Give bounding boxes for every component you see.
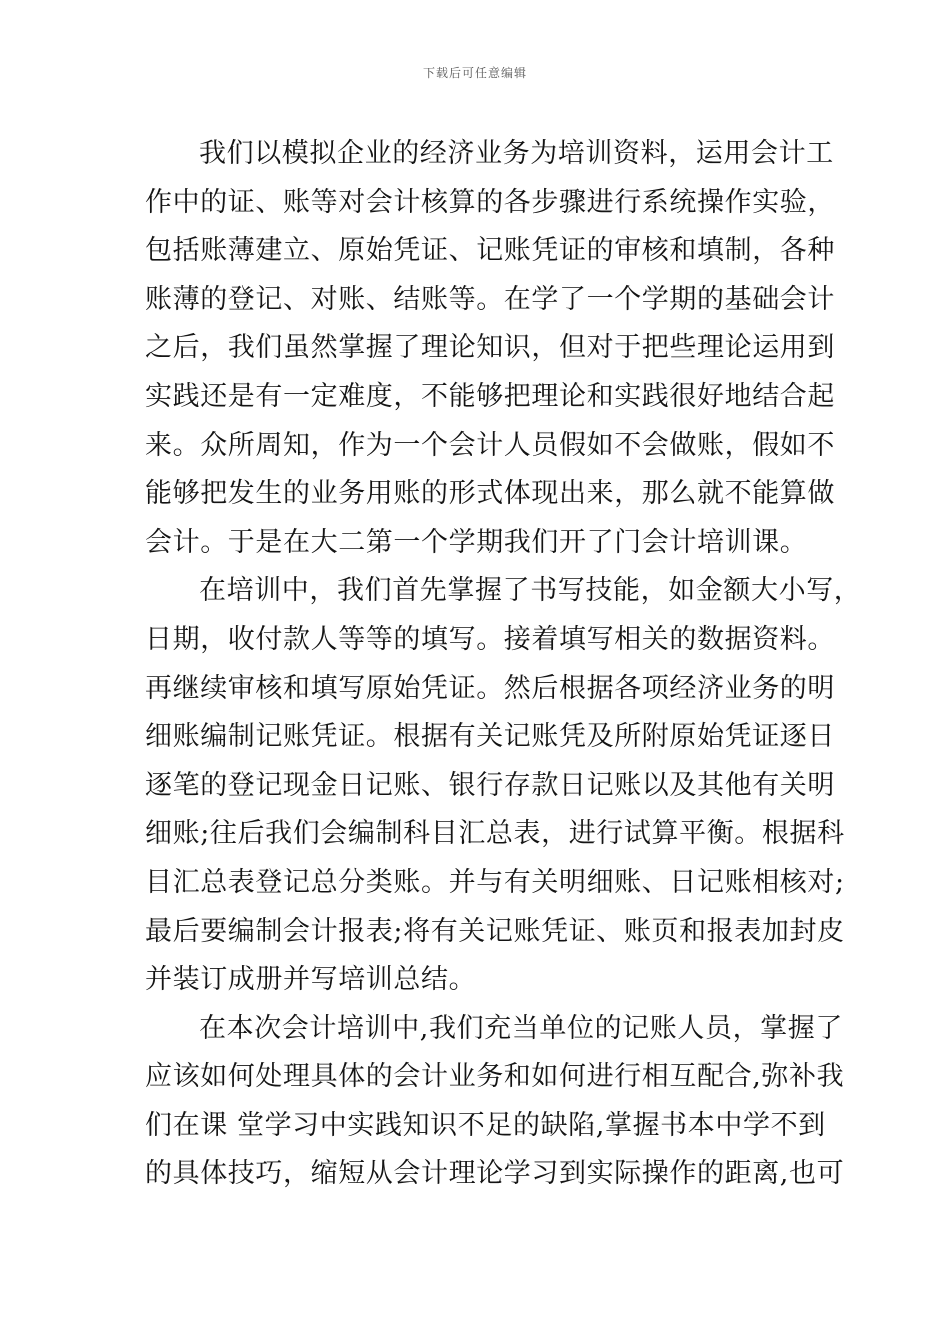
text-line: 逐笔的登记现金日记账、银行存款日记账以及其他有关明 — [145, 769, 835, 801]
text-line: 再继续审核和填写原始凭证。然后根据各项经济业务的明 — [145, 672, 835, 704]
text-line: 目汇总表登记总分类账。并与有关明细账、日记账相核对; — [145, 866, 845, 898]
text-line: 细账编制记账凭证。根据有关记账凭及所附原始凭证逐日 — [145, 721, 835, 753]
text-line: 最后要编制会计报表;将有关记账凭证、账页和报表加封皮 — [145, 915, 845, 947]
text-line: 作中的证、账等对会计核算的各步骤进行系统操作实验， — [145, 186, 835, 218]
page-header: 下载后可任意编辑 — [422, 66, 527, 80]
text-line: 日期，收付款人等等的填写。接着填写相关的数据资料。 — [145, 623, 835, 655]
text-line: 之后，我们虽然掌握了理论知识，但对于把些理论运用到 — [145, 332, 835, 364]
text-line: 能够把发生的业务用账的形式体现出来，那么就不能算做 — [145, 478, 835, 510]
text-line: 并装订成册并写培训总结。 — [145, 964, 477, 996]
paragraph — [145, 130, 835, 567]
text-line: 包括账薄建立、原始凭证、记账凭证的审核和填制，各种 — [145, 235, 835, 267]
document-body — [145, 130, 862, 1199]
text-line: 账薄的登记、对账、结账等。在学了一个学期的基础会计 — [145, 283, 835, 315]
text-line: 的具体技巧，缩短从会计理论学习到实际操作的距离,也可 — [145, 1158, 845, 1190]
text-line: 在本次会计培训中,我们充当单位的记账人员，掌握了 — [199, 1012, 843, 1044]
text-line: 会计。于是在大二第一个学期我们开了门会计培训课。 — [145, 526, 808, 558]
text-line: 实践还是有一定难度，不能够把理论和实践很好地结合起 — [145, 380, 835, 412]
text-line: 来。众所周知，作为一个会计人员假如不会做账，假如不 — [145, 429, 835, 461]
text-line: 细账;往后我们会编制科目汇总表，进行试算平衡。根据科 — [145, 818, 845, 850]
text-line: 我们以模拟企业的经济业务为培训资料，运用会计工 — [199, 138, 834, 169]
text-line: 们在课 堂学习中实践知识不足的缺陷,掌握书本中学不到 — [145, 1109, 826, 1141]
text-line: 在培训中，我们首先掌握了书写技能，如金额大小写， — [199, 575, 862, 607]
paragraph — [145, 567, 862, 1004]
paragraph — [145, 1005, 845, 1199]
text-line: 应该如何处理具体的会计业务和如何进行相互配合,弥补我 — [145, 1061, 845, 1093]
